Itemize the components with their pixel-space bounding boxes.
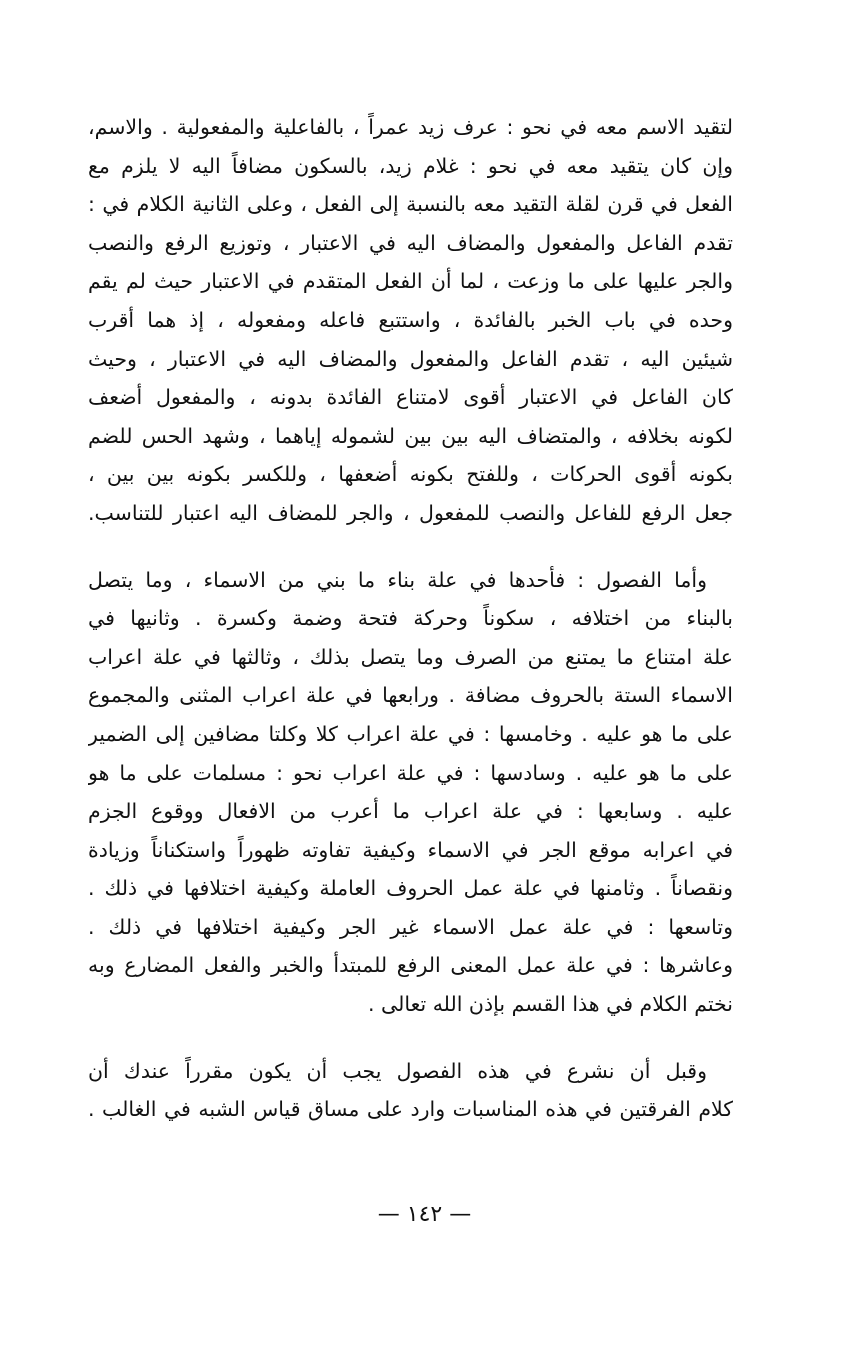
text-line: وتاسعها : في علة عمل الاسماء غير الجر وكيفية اختلافها في ذلك .	[88, 914, 733, 939]
text-line: في اعرابه موقع الجر في الاسماء وكيفية تفاوته ظهوراً واستكناناً وزيادة	[88, 837, 733, 862]
text-line: وإن كان يتقيد معه في نحو : غلام زيد، بالسكون مضافاً اليه لا يلزم مع	[88, 153, 733, 178]
text-line: شيئين اليه ، تقدم الفاعل والمفعول والمضاف اليه في الاعتبار ، وحيث	[88, 346, 733, 371]
text-line: الاسماء الستة بالحروف مضافة . ورابعها في علة اعراب المثنى والمجموع	[88, 683, 733, 708]
text-line: علة امتناع ما يمتنع من الصرف وما يتصل بذلك ، وثالثها في علة اعراب	[88, 644, 733, 669]
text-line: على ما هو عليه . وسادسها : في علة اعراب نحو : مسلمات على ما هو	[88, 760, 733, 785]
text-line: كلام الفرقتين في هذه المناسبات وارد على مساق قياس الشبه في الغالب .	[88, 1097, 733, 1122]
text-line: كان الفاعل في الاعتبار أقوى لامتناع الفائدة بدونه ، والمفعول أضعف	[88, 385, 733, 410]
page-body	[88, 108, 733, 1129]
text-line: عليه . وسابعها : في علة اعراب ما أعرب من الافعال ووقوع الجزم	[88, 799, 733, 824]
text-line: لتقيد الاسم معه في نحو : عرف زيد عمراً ، بالفاعلية والمفعولية . والاسم،	[88, 115, 733, 139]
text-line: جعل الرفع للفاعل والنصب للمفعول ، والجر للمضاف اليه اعتبار للتناسب.	[88, 500, 733, 525]
text-line: وقبل أن نشرع في هذه الفصول يجب أن يكون مقرراً عندك أن	[88, 1058, 707, 1083]
text-line: تقدم الفاعل والمفعول والمضاف اليه في الاعتبار ، وتوزيع الرفع والنصب	[88, 230, 733, 255]
text-line: وأما الفصول : فأحدها في علة بناء ما بني من الاسماء ، وما يتصل	[88, 567, 707, 592]
text-line: بالبناء من اختلافه ، سكوناً وحركة فتحة وضمة وكسرة . وثانيها في	[88, 606, 733, 631]
paragraph-gap	[88, 533, 733, 561]
text-line: وعاشرها : في علة عمل المعنى الرفع للمبتدأ والخبر والفعل المضارع وبه	[88, 953, 733, 978]
text-line: وحده في باب الخبر بالفائدة ، واستتبع فاعله ومفعوله ، إذ هما أقرب	[88, 307, 733, 332]
page-number: — ١٤٢ —	[377, 1202, 472, 1227]
text-line: ونقصاناً . وثامنها في علة عمل الحروف العاملة وكيفية اختلافها في ذلك .	[88, 876, 733, 901]
paragraph-2	[88, 561, 733, 1024]
text-line: الفعل في قرن لقلة التقيد معه بالنسبة إلى الفعل ، وعلى الثانية الكلام في :	[88, 192, 733, 217]
paragraph-gap	[88, 1024, 733, 1052]
paragraph-3	[88, 1052, 733, 1129]
text-line: والجر عليها على ما وزعت ، لما أن الفعل المتقدم في الاعتبار حيث لم يقم	[88, 269, 733, 294]
paragraph-1	[88, 108, 733, 533]
text-line: على ما هو عليه . وخامسها : في علة اعراب كلا وكلتا مضافين إلى الضمير	[88, 721, 733, 746]
text-line: بكونه أقوى الحركات ، وللفتح بكونه أضعفها ، وللكسر بكونه بين بين ،	[88, 462, 733, 487]
text-line: نختم الكلام في هذا القسم بإذن الله تعالى .	[367, 992, 733, 1017]
text-line: لكونه بخلافه ، والمتضاف اليه بين بين لشموله إياهما ، وشهد الحس للضم	[88, 423, 733, 448]
